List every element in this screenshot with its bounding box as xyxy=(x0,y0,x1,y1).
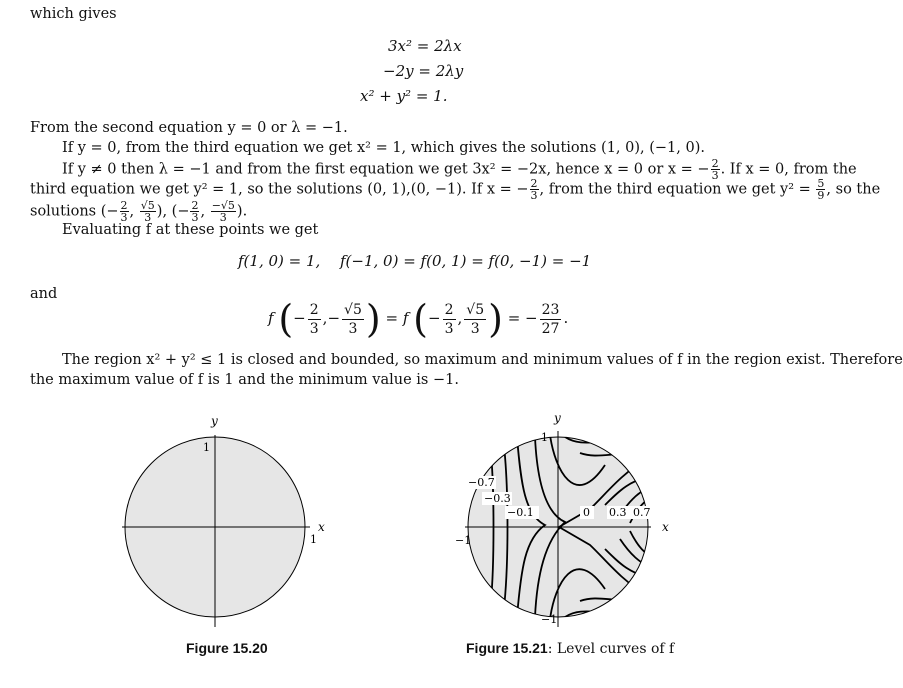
x-tick-left: −1 xyxy=(455,534,472,547)
figure-15-20 xyxy=(110,405,340,635)
fraction: $\frac{2}{3}$ xyxy=(711,157,719,182)
equation-2: −2y = 2λy xyxy=(383,62,464,80)
y-axis-label: y xyxy=(211,414,218,428)
y-axis-label: y xyxy=(554,411,561,425)
figure-15-21 xyxy=(455,405,695,635)
equation-1: 3x² = 2λx xyxy=(388,37,462,55)
y-tick-label: 1 xyxy=(203,441,210,454)
y-tick-top: 1 xyxy=(541,431,548,444)
level-label: −0.3 xyxy=(484,492,511,505)
text-segment: solutions (− xyxy=(30,203,119,220)
fraction: $\frac{2}{3}$ xyxy=(191,199,199,224)
intro-text: which gives xyxy=(30,6,117,22)
and-text: and xyxy=(30,286,58,302)
x-axis-label: x xyxy=(662,520,669,534)
paragraph-line: The region x² + y² ≤ 1 is closed and bounded, so maximum and minimum values of f in the region exist. Therefore xyxy=(62,352,903,368)
evaluation-2: f (− $\frac{2}{3}$ ,− $\frac{√5}{3}$ ) = f (− $\frac{2}{3}$ , $\frac{√5}{3}$ ) = − $\frac{23}{27}$ . xyxy=(268,297,569,341)
x-axis-label: x xyxy=(318,520,325,534)
paragraph-line: From the second equation y = 0 or λ = −1. xyxy=(30,120,348,136)
text-segment: , so the xyxy=(826,181,881,198)
text-segment: , from the third equation we get y² = xyxy=(539,181,811,198)
paragraph-line: If y = 0, from the third equation we get x² = 1, which gives the solutions (1, 0), (−1, 0). xyxy=(62,140,705,156)
text-segment: . If x = 0, from the xyxy=(720,161,857,178)
figure-15-20-caption: Figure 15.20 xyxy=(186,640,268,656)
paragraph-line: the maximum value of f is 1 and the minimum value is −1. xyxy=(30,372,459,388)
text-segment: ). xyxy=(236,203,248,220)
paragraph-line: Evaluating f at these points we get xyxy=(62,222,319,238)
paragraph-line: solutions (− $\frac{2}{3}$ , $\frac{√5}{3}$ ), (− $\frac{2}{3}$ , $\frac{-√5}{3}$ ). xyxy=(30,199,248,224)
y-tick-bottom: −1 xyxy=(541,613,558,626)
level-label: −0.1 xyxy=(507,506,534,519)
fraction: $\frac{-√5}{3}$ xyxy=(211,199,235,224)
equation-3: x² + y² = 1. xyxy=(360,87,448,105)
paragraph-line xyxy=(30,178,880,201)
text-segment: third equation we get y² = 1, so the solutions (0, 1),(0, −1). If x = − xyxy=(30,181,529,198)
level-label: 0.7 xyxy=(633,506,651,519)
evaluation-right: f(−1, 0) = f(0, 1) = f(0, −1) = −1 xyxy=(340,252,592,270)
x-tick-label: 1 xyxy=(310,533,317,546)
fraction: $\frac{2}{3}$ xyxy=(120,199,128,224)
level-label: −0.7 xyxy=(468,476,495,489)
level-label: 0 xyxy=(583,506,590,519)
fraction: $\frac{√5}{3}$ xyxy=(140,199,155,224)
fraction: $\frac{5}{9}$ xyxy=(817,177,825,202)
evaluation-left: f(1, 0) = 1, xyxy=(238,252,321,270)
text-segment: If y ≠ 0 then λ = −1 and from the first equation we get 3x² = −2x, hence x = 0 or x = − xyxy=(62,161,710,178)
level-label: 0.3 xyxy=(609,506,627,519)
figure-15-21-caption: Figure 15.21: Level curves of f xyxy=(466,640,675,657)
fraction: $\frac{2}{3}$ xyxy=(530,177,538,202)
text-segment: ), (− xyxy=(156,203,190,220)
